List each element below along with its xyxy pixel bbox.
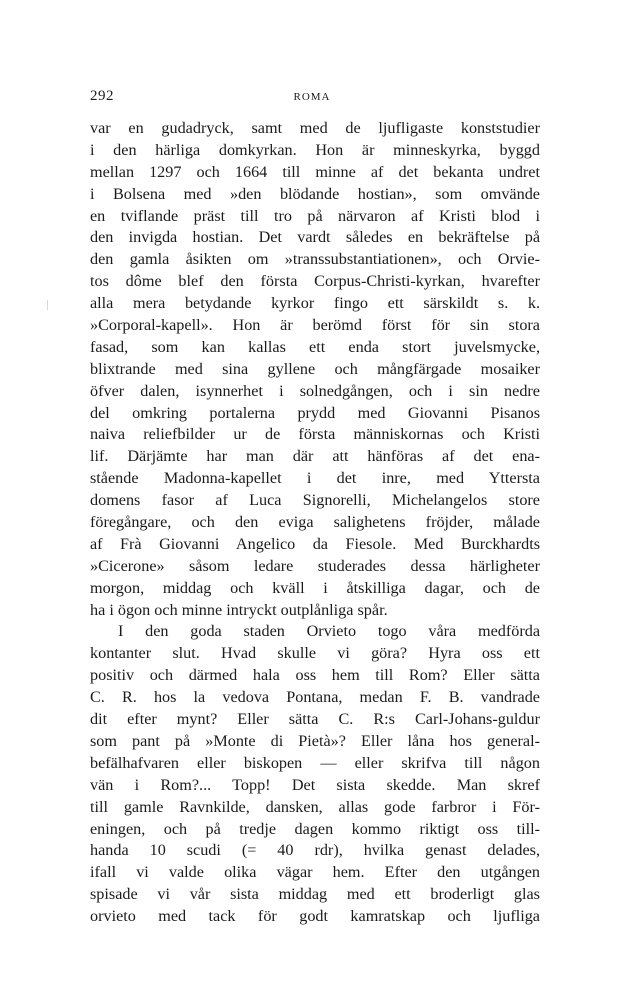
text-line: positiv och därmed hala oss hem till Rom? Eller sätta — [90, 666, 540, 685]
text-line: som pant på »Monte di Pietà»? Eller låna hos general- — [90, 731, 540, 750]
text-line: lif. Därjämte har man där att hänföras af det ena- — [90, 447, 540, 466]
text-line: handa 10 scudi (= 40 rdr), hvilka genast delades, — [90, 841, 540, 860]
body-text — [90, 118, 540, 928]
text-line: den invigda hostian. Det vardt således en bekräftelse på — [90, 228, 540, 247]
text-line: till gamle Ravnkilde, dansken, allas gode farbror i För- — [90, 797, 540, 816]
text-line: blixtrande med sina gyllene och mångfärgade mosaiker — [90, 359, 540, 378]
text-line: alla mera betydande kyrkor fingo ett särskildt s. k. — [90, 294, 540, 313]
text-line: spisade vi vår sista middag med ett broderligt glas — [90, 885, 540, 904]
text-line: stående Madonna-kapellet i det inre, med Yttersta — [90, 469, 540, 488]
text-line: ifall vi valde olika vägar hem. Efter den utgången — [90, 863, 540, 882]
text-line: naiva reliefbilder ur de första människornas och Kristi — [90, 425, 540, 444]
text-line: föregångare, och den eviga salighetens fröjder, målade — [90, 513, 540, 532]
text-line: mellan 1297 och 1664 till minne af det bekanta undret — [90, 162, 540, 181]
text-line: befälhafvaren eller biskopen — eller skrifva till någon — [90, 753, 540, 772]
text-line: i Bolsena med »den blödande hostian», som omvände — [90, 184, 540, 203]
text-line: eningen, och på tredje dagen kommo riktigt oss till- — [90, 819, 540, 838]
text-line: af Frà Giovanni Angelico da Fiesole. Med Burckhardts — [90, 534, 540, 553]
text-line: »Cicerone» såsom ledare studerades dessa härligheter — [90, 556, 540, 575]
text-line: fasad, som kan kallas ett enda stort juvelsmycke, — [90, 337, 540, 356]
text-line: morgon, middag och kväll i åtskilliga dagar, och de — [90, 578, 540, 597]
text-line: I den goda staden Orvieto togo våra medförda — [118, 622, 540, 641]
text-line: domens fasor af Luca Signorelli, Michelangelos store — [90, 491, 540, 510]
text-line: den gamla åsikten om »transsubstantiationen», och Orvie- — [90, 250, 540, 269]
text-line: C. R. hos la vedova Pontana, medan F. B. vandrade — [90, 688, 540, 707]
text-line: orvieto med tack för godt kamratskap och ljufliga — [90, 907, 540, 926]
text-line: en tviflande präst till tro på närvaron af Kristi blod i — [90, 206, 540, 225]
running-title: ROMA — [293, 91, 331, 103]
text-line: dit efter mynt? Eller sätta C. R:s Carl-Johans-guldur — [90, 710, 540, 729]
text-line: i den härliga domkyrkan. Hon är minneskyrka, byggd — [90, 140, 540, 159]
text-line: kontanter slut. Hvad skulle vi göra? Hyra oss ett — [90, 644, 540, 663]
text-line: var en gudadryck, samt med de ljufligaste konststudier — [90, 119, 540, 137]
text-line: ha i ögon och minne intryckt outplånliga spår. — [90, 600, 388, 619]
margin-mark — [47, 300, 48, 310]
text-line: del omkring portalerna prydd med Giovanni Pisanos — [90, 403, 540, 422]
page-number: 292 — [90, 88, 114, 104]
text-line: vän i Rom?... Topp! Det sista skedde. Man skref — [90, 775, 540, 794]
text-line: »Corporal-kapell». Hon är berömd först för sin stora — [90, 316, 540, 335]
text-line: tos dôme blef den första Corpus-Christi-kyrkan, hvarefter — [90, 272, 540, 291]
text-line: öfver dalen, isynnerhet i solnedgången, och i sin nedre — [90, 381, 540, 400]
